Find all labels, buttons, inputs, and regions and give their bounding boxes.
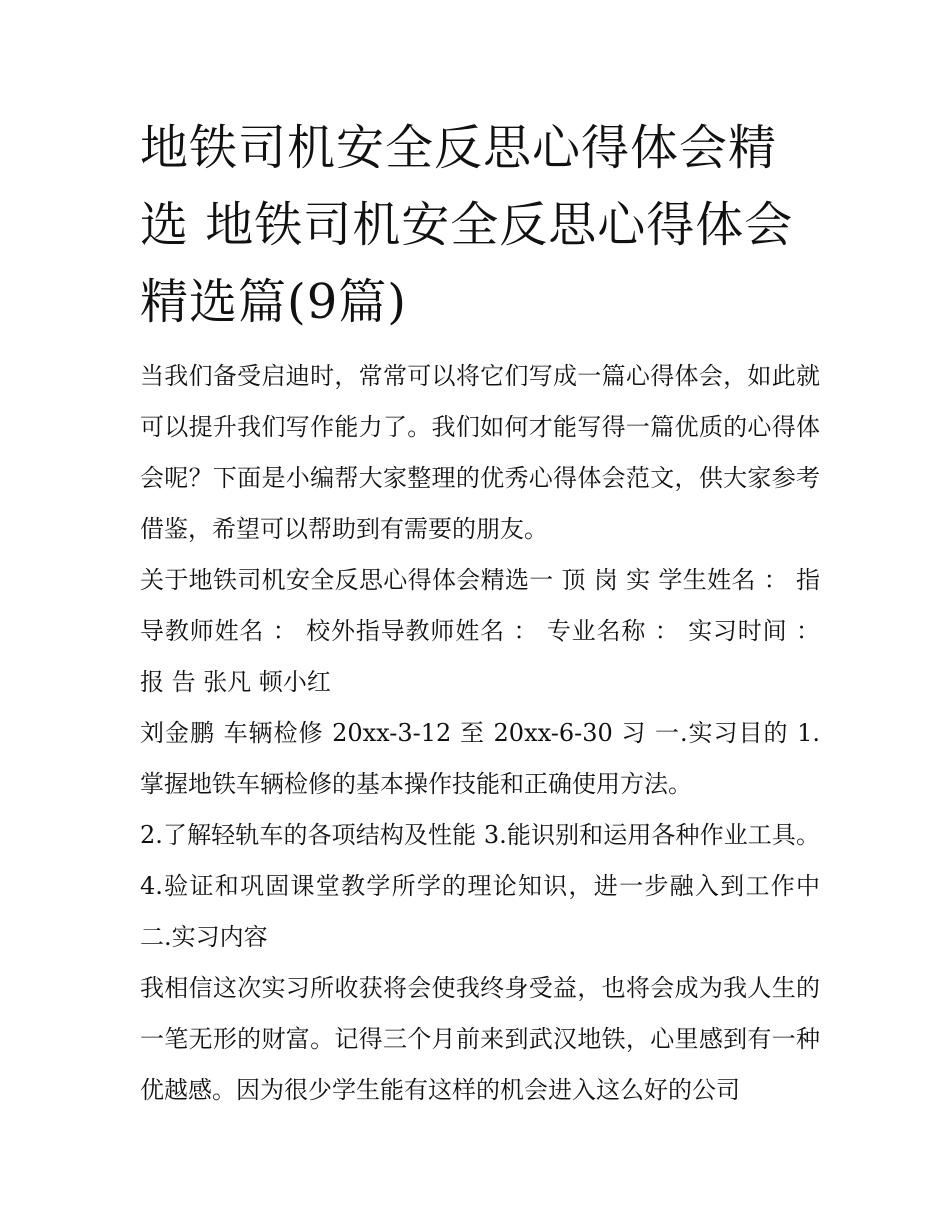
- objectives-paragraph: 2.了解轻轨车的各项结构及性能 3.能识别和运用各种作业工具。 4.验证和巩固课堂教学所学的理论知识，进一步融入到工作中 二.实习内容: [140, 821, 820, 951]
- internship-info-paragraph: 刘金鹏 车辆检修 20xx-3-12 至 20xx-6-30 习 一.实习目的 1.掌握地铁车辆检修的基本操作技能和正确使用方法。: [140, 719, 820, 798]
- document-page: [140, 110, 820, 1116]
- reflection-paragraph: 我相信这次实习所收获将会使我终身受益，也将会成为我人生的一笔无形的财富。记得三个月前来到武汉地铁，心里感到有一种优越感。因为很少学生能有这样的机会进入这么好的公司: [140, 974, 820, 1104]
- report-header-paragraph: 关于地铁司机安全反思心得体会精选一 顶 岗 实 学生姓名 ： 指导教师姓名 ： 校外指导教师姓名 ： 专业名称 ： 实习时间 ： 报 告 张凡 顿小红: [140, 566, 820, 696]
- intro-paragraph: 当我们备受启迪时，常常可以将它们写成一篇心得体会，如此就可以提升我们写作能力了。我们如何才能写得一篇优质的心得体会呢？下面是小编帮大家整理的优秀心得体会范文，供大家参考借鉴，希望可以帮助到有需要的朋友。: [140, 362, 820, 543]
- document-title: 地铁司机安全反思心得体会精选 地铁司机安全反思心得体会精选篇(9篇): [140, 120, 794, 330]
